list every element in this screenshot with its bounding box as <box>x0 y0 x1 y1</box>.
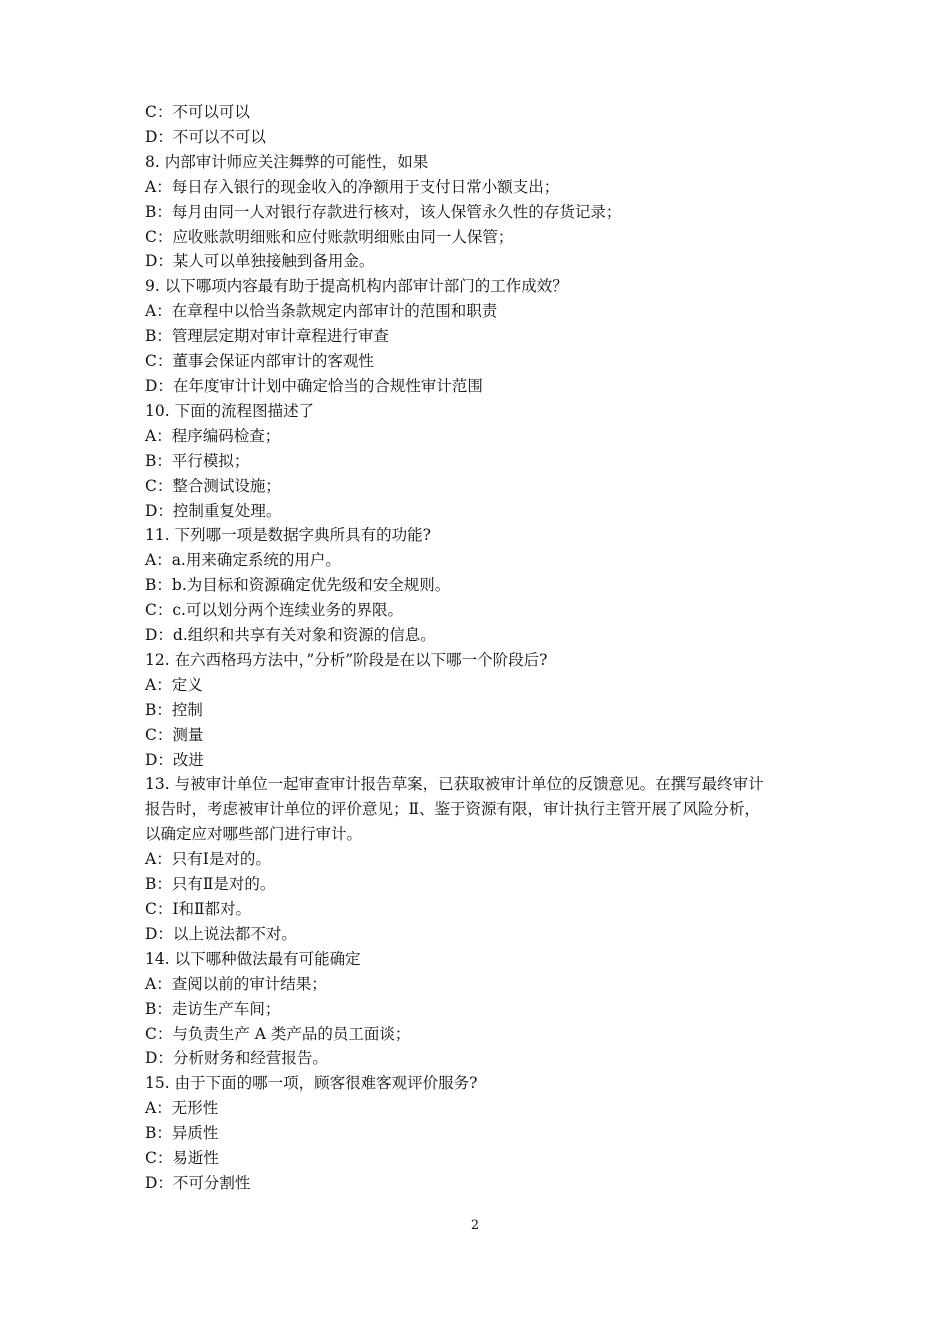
question-13-line-1: 13. 与被审计单位一起审查审计报告草案，已获取被审计单位的反馈意见。在撰写最终审计 <box>145 775 764 794</box>
question-12-option-a: A：定义 <box>145 675 203 694</box>
question-11: 11. 下列哪一项是数据字典所具有的功能? <box>145 526 431 545</box>
question-10: 10. 下面的流程图描述了 <box>145 401 315 420</box>
question-15: 15. 由于下面的哪一项，顾客很难客观评价服务? <box>145 1074 478 1093</box>
question-13-option-d: D：以上说法都不对。 <box>145 924 297 943</box>
question-14-option-d: D：分析财务和经营报告。 <box>145 1049 328 1068</box>
question-10-option-a: A：程序编码检查； <box>145 426 281 445</box>
option-d-line: D：不可以不可以 <box>145 127 266 146</box>
question-13-line-2: 报告时，考虑被审计单位的评价意见；Ⅱ、鉴于资源有限，审计执行主管开展了风险分析， <box>145 800 761 819</box>
question-12-option-d: D：改进 <box>145 750 204 769</box>
question-13-option-b: B：只有Ⅱ是对的。 <box>145 875 276 894</box>
question-9-option-a: A：在章程中以恰当条款规定内部审计的范围和职责 <box>145 302 498 321</box>
question-10-option-d: D：控制重复处理。 <box>145 501 282 520</box>
question-13-option-a: A：只有Ⅰ是对的。 <box>145 850 271 869</box>
question-11-option-a: A：a.用来确定系统的用户。 <box>145 551 341 570</box>
question-11-option-b: B：b.为目标和资源确定优先级和安全规则。 <box>145 576 451 595</box>
question-13-line-3: 以确定应对哪些部门进行审计。 <box>145 825 363 844</box>
question-14-option-b: B：走访生产车间； <box>145 999 281 1018</box>
question-10-option-b: B：平行模拟； <box>145 451 250 470</box>
page-number: 2 <box>470 1218 480 1233</box>
question-8-option-d: D：某人可以单独接触到备用金。 <box>145 252 375 271</box>
question-15-option-c: C：易逝性 <box>145 1149 219 1168</box>
option-c-line: C：不可以可以 <box>145 103 250 121</box>
question-13-option-c: C：Ⅰ和Ⅱ都对。 <box>145 900 252 918</box>
question-12: 12. 在六西格玛方法中，”分析”阶段是在以下哪一个阶段后? <box>145 650 548 669</box>
question-14: 14. 以下哪种做法最有可能确定 <box>145 949 361 968</box>
question-15-option-d: D：不可分割性 <box>145 1173 251 1192</box>
question-8-option-a: A：每日存入银行的现金收入的净额用于支付日常小额支出； <box>145 177 560 196</box>
question-9-option-d: D：在年度审计计划中确定恰当的合规性审计范围 <box>145 376 483 395</box>
question-10-option-c: C：整合测试设施； <box>145 476 281 495</box>
question-12-option-c: C：测量 <box>145 725 204 744</box>
question-11-option-d: D：d.组织和共享有关对象和资源的信息。 <box>145 626 436 645</box>
question-11-option-c: C：c.可以划分两个连续业务的界限。 <box>145 601 403 620</box>
question-9: 9. 以下哪项内容最有助于提高机构内部审计部门的工作成效？ <box>145 277 568 296</box>
document-body <box>145 100 825 1196</box>
question-14-option-a: A：查阅以前的审计结果； <box>145 974 327 993</box>
question-14-option-c: C：与负责生产 A 类产品的员工面谈； <box>145 1024 411 1043</box>
question-8: 8. 内部审计师应关注舞弊的可能性，如果 <box>145 152 429 171</box>
question-8-option-b: B：每月由同一人对银行存款进行核对，该人保管永久性的存货记录； <box>145 202 622 221</box>
question-12-option-b: B：控制 <box>145 700 203 719</box>
question-8-option-c: C：应收账款明细账和应付账款明细账由同一人保管； <box>145 227 514 246</box>
question-15-option-a: A：无形性 <box>145 1099 219 1118</box>
question-15-option-b: B：异质性 <box>145 1124 219 1143</box>
question-9-option-b: B：管理层定期对审计章程进行审查 <box>145 327 389 346</box>
question-9-option-c: C：董事会保证内部审计的客观性 <box>145 352 374 371</box>
